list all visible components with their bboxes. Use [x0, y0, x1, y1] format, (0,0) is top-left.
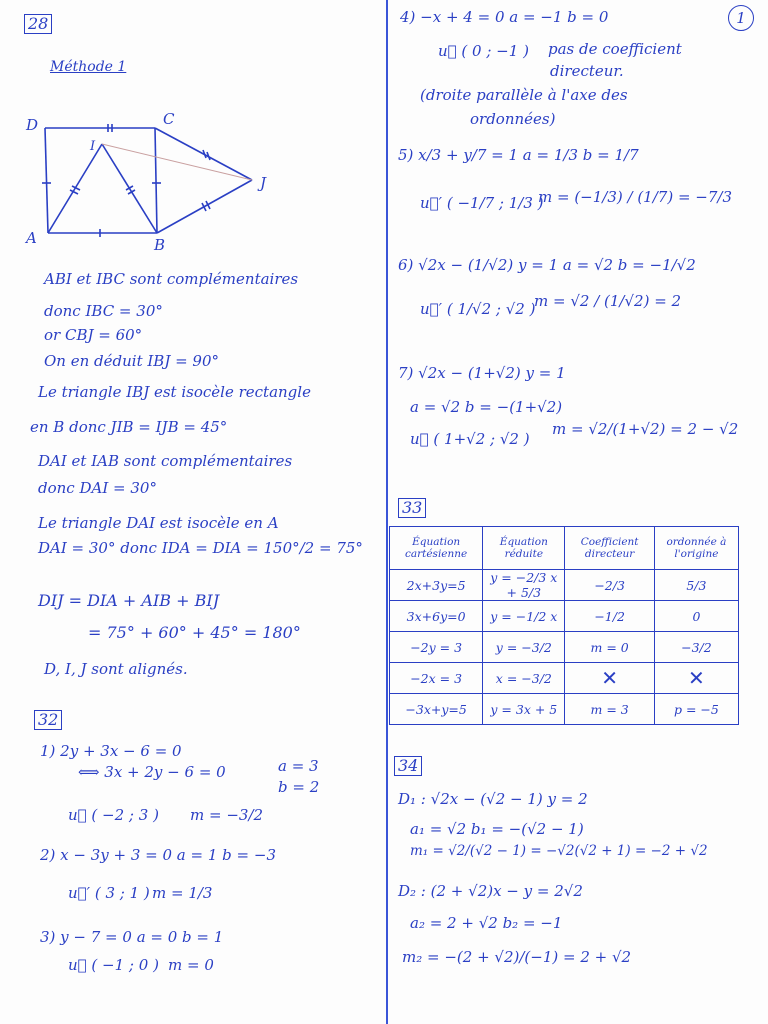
proof-line: en B donc JIB = IJB = 45°: [30, 418, 228, 436]
answer-line: m = √2/(1+√2) = 2 − √2: [552, 420, 739, 438]
table-cell: m = 3: [565, 694, 654, 725]
answer-line: u⃗ ( −2 ; 3 ): [68, 806, 159, 824]
table-cell: m = 0: [565, 632, 654, 663]
table-cell: 3x+6y=0: [390, 601, 483, 632]
page-number: 1: [728, 5, 754, 31]
conclusion-line: D, I, J sont alignés.: [44, 660, 188, 678]
answer-line: m₁ = √2/(√2 − 1) = −√2(√2 + 1) = −2 + √2: [410, 843, 708, 859]
answer-line: u⃗′ ( −1/7 ; 1/3 ): [420, 194, 544, 212]
answer-line: a = √2 b = −(1+√2): [410, 398, 563, 416]
point-A: A: [26, 229, 37, 247]
point-D: D: [26, 116, 39, 134]
exercise-number-28: 28: [24, 14, 52, 34]
table-header: Coefficient directeur: [565, 527, 654, 570]
table-cell: ✕: [565, 663, 654, 694]
answer-line: m = −3/2: [190, 806, 264, 824]
proof-line: On en déduit IBJ = 90°: [44, 352, 220, 370]
point-B: B: [154, 236, 166, 253]
proof-line: ABI et IBC sont complémentaires: [44, 270, 299, 288]
exercise-number-33: 33: [398, 498, 426, 518]
proof-line: DAI = 30° donc IDA = DIA = 150°/2 = 75°: [38, 539, 363, 557]
proof-line: donc IBC = 30°: [44, 302, 163, 320]
answer-line: a = 3: [278, 757, 319, 775]
answer-line: u⃗ ( 0 ; −1 ): [438, 42, 529, 60]
point-J: J: [260, 174, 267, 192]
table-row: [390, 694, 739, 725]
answer-line: u⃗ ( −1 ; 0 ): [68, 956, 159, 974]
table-header: ordonnée à l'origine: [654, 527, 738, 570]
point-I: I: [90, 139, 96, 154]
triangle-figure: [20, 108, 290, 253]
table-cell: ✕: [654, 663, 738, 694]
answer-line: u⃗ ( 1+√2 ; √2 ): [410, 430, 530, 448]
answer-line: b = 2: [278, 778, 320, 796]
answer-line: m = 0: [168, 956, 214, 974]
method-title: Méthode 1: [50, 59, 127, 75]
table-header: Équation cartésienne: [390, 527, 483, 570]
table-cell: 0: [654, 601, 738, 632]
proof-line: Le triangle IBJ est isocèle rectangle: [38, 383, 311, 401]
column-divider: [386, 0, 388, 1024]
answer-line: a₂ = 2 + √2 b₂ = −1: [410, 914, 563, 932]
table-header-row: [390, 527, 739, 570]
answer-line: a₁ = √2 b₁ = −(√2 − 1): [410, 820, 584, 838]
table-row: [390, 570, 739, 601]
table-header: Équation réduite: [483, 527, 565, 570]
equations-table: [389, 526, 739, 725]
exercise-number-34: 34: [394, 756, 422, 776]
table-cell: 5/3: [654, 570, 738, 601]
proof-line: or CBJ = 60°: [44, 326, 143, 344]
table-cell: −2y = 3: [390, 632, 483, 663]
table-cell: 2x+3y=5: [390, 570, 483, 601]
table-cell: y = 3x + 5: [483, 694, 565, 725]
table-row: [390, 663, 739, 694]
table-cell: p = −5: [654, 694, 738, 725]
answer-line: u⃗′ ( 1/√2 ; √2 ): [420, 300, 536, 318]
proof-line: Le triangle DAI est isocèle en A: [38, 514, 279, 532]
answer-line: 6) √2x − (1/√2) y = 1 a = √2 b = −1/√2: [398, 256, 696, 274]
table-cell: −3/2: [654, 632, 738, 663]
answer-line: m₂ = −(2 + √2)/(−1) = 2 + √2: [402, 948, 632, 966]
answer-line: 2) x − 3y + 3 = 0 a = 1 b = −3: [40, 846, 276, 864]
table-cell: y = −1/2 x: [483, 601, 565, 632]
table-row: [390, 632, 739, 663]
table-cell: y = −3/2: [483, 632, 565, 663]
table-cell: x = −3/2: [483, 663, 565, 694]
answer-line: 1) 2y + 3x − 6 = 0: [40, 742, 182, 760]
answer-line: ⟺ 3x + 2y − 6 = 0: [78, 763, 226, 781]
table-cell: −2x = 3: [390, 663, 483, 694]
answer-line: ordonnées): [470, 110, 556, 128]
answer-line: m = √2 / (1/√2) = 2: [534, 292, 682, 310]
proof-line: = 75° + 60° + 45° = 180°: [88, 623, 301, 642]
table-row: [390, 601, 739, 632]
answer-line: 4) −x + 4 = 0 a = −1 b = 0: [400, 8, 609, 26]
answer-line: m = (−1/3) / (1/7) = −7/3: [538, 188, 732, 206]
answer-line: u⃗′ ( 3 ; 1 ): [68, 884, 150, 902]
table-cell: y = −2/3 x + 5/3: [483, 570, 565, 601]
proof-line: DAI et IAB sont complémentaires: [38, 452, 293, 470]
answer-line: directeur.: [550, 62, 624, 80]
table-cell: −1/2: [565, 601, 654, 632]
answer-line: D₂ : (2 + √2)x − y = 2√2: [398, 882, 583, 900]
table-cell: −3x+y=5: [390, 694, 483, 725]
answer-line: D₁ : √2x − (√2 − 1) y = 2: [398, 790, 588, 808]
answer-line: pas de coefficient: [548, 40, 682, 58]
answer-line: m = 1/3: [152, 884, 213, 902]
exercise-number-32: 32: [34, 710, 62, 730]
answer-line: 3) y − 7 = 0 a = 0 b = 1: [40, 928, 224, 946]
proof-line: donc DAI = 30°: [38, 479, 157, 497]
proof-line: DIJ = DIA + AIB + BIJ: [38, 591, 220, 610]
point-C: C: [163, 110, 175, 128]
answer-line: (droite parallèle à l'axe des: [420, 86, 628, 104]
answer-line: 7) √2x − (1+√2) y = 1: [398, 364, 566, 382]
table-cell: −2/3: [565, 570, 654, 601]
answer-line: 5) x/3 + y/7 = 1 a = 1/3 b = 1/7: [398, 146, 639, 164]
